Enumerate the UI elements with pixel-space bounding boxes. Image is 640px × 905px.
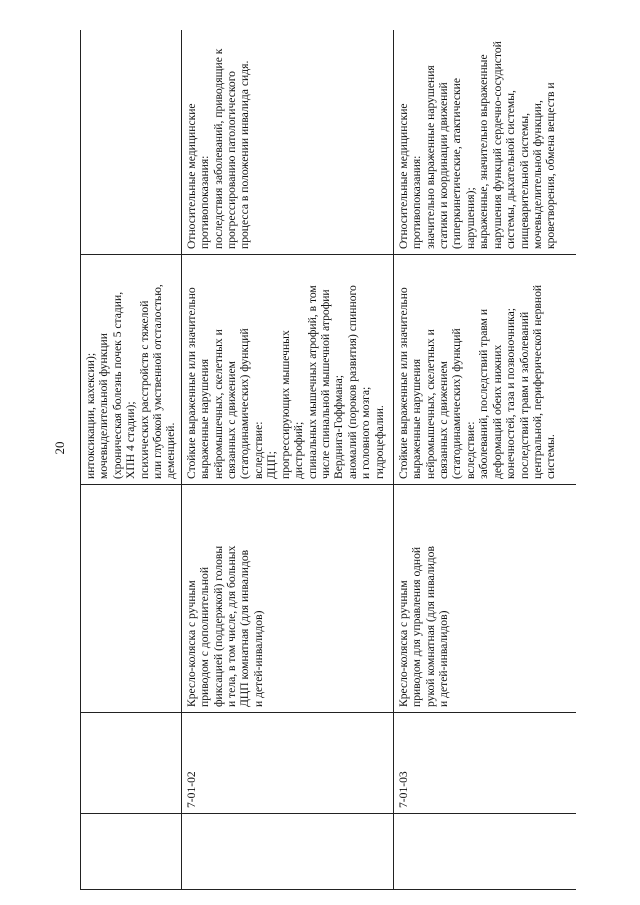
text-line: вследствие: <box>251 421 265 479</box>
text-line: последствий травм и заболеваний <box>517 311 531 479</box>
item-code-cell: 7-01-03 <box>393 713 576 814</box>
text-line: кроветворения, обмена веществ и <box>544 82 558 249</box>
text-line: Относительные медицинские <box>184 103 198 249</box>
text-line: вследствие: <box>463 421 477 479</box>
text-line: психических расстройств с тяжелой <box>137 300 151 479</box>
text-line: выраженные нарушения <box>198 358 212 479</box>
text-line: спинальных мышечных атрофий, в том <box>305 285 319 479</box>
text-line: центральной, периферической нервной <box>530 284 544 479</box>
text-line: ХПН 4 стадии); <box>124 401 138 479</box>
text-line: нарушения); <box>463 187 477 249</box>
text-line: ДЦП; <box>265 451 279 479</box>
text-line: (статодинамических) функций <box>238 328 252 479</box>
item-name-cell <box>393 485 576 713</box>
text-line: заболеваний, последствий травм и <box>477 308 491 479</box>
text-line: связанных с движением <box>437 361 451 479</box>
text-line: Стойкие выраженные или значительно <box>184 287 198 479</box>
text-line: гидроцефалии. <box>372 405 386 479</box>
row-number-cell <box>81 814 182 890</box>
table-row <box>393 30 576 890</box>
text-line: выраженные, значительно выраженные <box>477 54 491 249</box>
text-line: приводом с дополнительной <box>198 566 212 707</box>
text-line: противопоказания: <box>410 155 424 249</box>
text-line: мочевыделительной функции, <box>530 100 544 249</box>
text-line: процесса в положении инвалида сидя. <box>238 60 252 249</box>
text-line: или глубокой умственной отсталостью, <box>151 284 165 479</box>
page-number: 20 <box>52 441 67 455</box>
text-line: последствия заболеваний, приводящие к <box>211 48 225 249</box>
text-line: числе спинальной мышечной атрофии <box>318 289 332 479</box>
document-table-area <box>80 30 576 890</box>
text-line: и детей-инвалидов) <box>251 610 265 707</box>
item-code-cell: 7-01-02 <box>181 713 393 814</box>
text-line: Стойкие выраженные или значительно <box>396 287 410 479</box>
indications-cell <box>393 255 576 485</box>
rehab-equipment-table <box>80 30 576 890</box>
row-number-cell <box>393 814 576 890</box>
text-line: нейромышечных, скелетных и <box>211 329 225 479</box>
text-line: пищеварительной системы, <box>517 112 531 249</box>
text-line: и тела, в том числе, для больных <box>225 545 239 707</box>
text-line: фиксацией (поддержкой) головы <box>211 545 225 707</box>
text-line: статики и координации движений <box>437 82 451 249</box>
text-line: системы, дыхательной системы, <box>504 90 518 249</box>
text-line: дистрофий; <box>292 421 306 479</box>
text-line: Относительные медицинские <box>396 103 410 249</box>
text-line: рукой комнатная (для инвалидов <box>423 546 437 707</box>
text-line: приводом для управления одной <box>410 546 424 707</box>
text-line: интоксикации, кахексии); <box>84 352 97 479</box>
text-line: (гиперкинетические, атактические <box>450 78 464 249</box>
item-name-cell <box>181 485 393 713</box>
text-line: конечностей, таза и позвоночника; <box>504 307 518 479</box>
contraindications-cell <box>181 30 393 255</box>
text-line: и головного мозга; <box>359 386 373 479</box>
text-line: деформаций обеих нижних <box>490 344 504 479</box>
text-line: значительно выраженные нарушения <box>423 65 437 249</box>
text-line: прогрессированию патологического <box>225 71 239 249</box>
text-line: (хроническая болезнь почек 5 стадии, <box>110 291 124 479</box>
item-code-cell <box>81 713 182 814</box>
text-line: деменцией. <box>164 422 178 479</box>
text-line: аномалий (пороков развития) спинного <box>345 285 359 479</box>
row-number-cell <box>181 814 393 890</box>
text-line: противопоказания: <box>198 155 212 249</box>
text-line: Кресло-коляска с ручным <box>396 580 410 707</box>
contraindications-cell <box>81 30 182 255</box>
text-line: и детей-инвалидов) <box>437 610 451 707</box>
text-line: нарушения функций сердечно-сосудистой <box>490 41 504 249</box>
text-line: системы. <box>544 434 558 479</box>
table-row <box>181 30 393 890</box>
text-line: мочевыделительной функции <box>97 333 111 479</box>
table-row <box>81 30 182 890</box>
text-line: ДЦП комнатная (для инвалидов <box>238 549 252 707</box>
text-line: Верднига-Гоффмана; <box>332 374 346 479</box>
text-line: прогрессирующих мышечных <box>278 330 292 479</box>
text-line: нейромышечных, скелетных и <box>423 329 437 479</box>
indications-cell <box>81 255 182 485</box>
text-line: Кресло-коляска с ручным <box>184 580 198 707</box>
text-line: выраженные нарушения <box>410 358 424 479</box>
contraindications-cell <box>393 30 576 255</box>
indications-cell <box>181 255 393 485</box>
text-line: связанных с движением <box>225 361 239 479</box>
item-name-cell <box>81 485 182 713</box>
text-line: (статодинамических) функций <box>450 328 464 479</box>
